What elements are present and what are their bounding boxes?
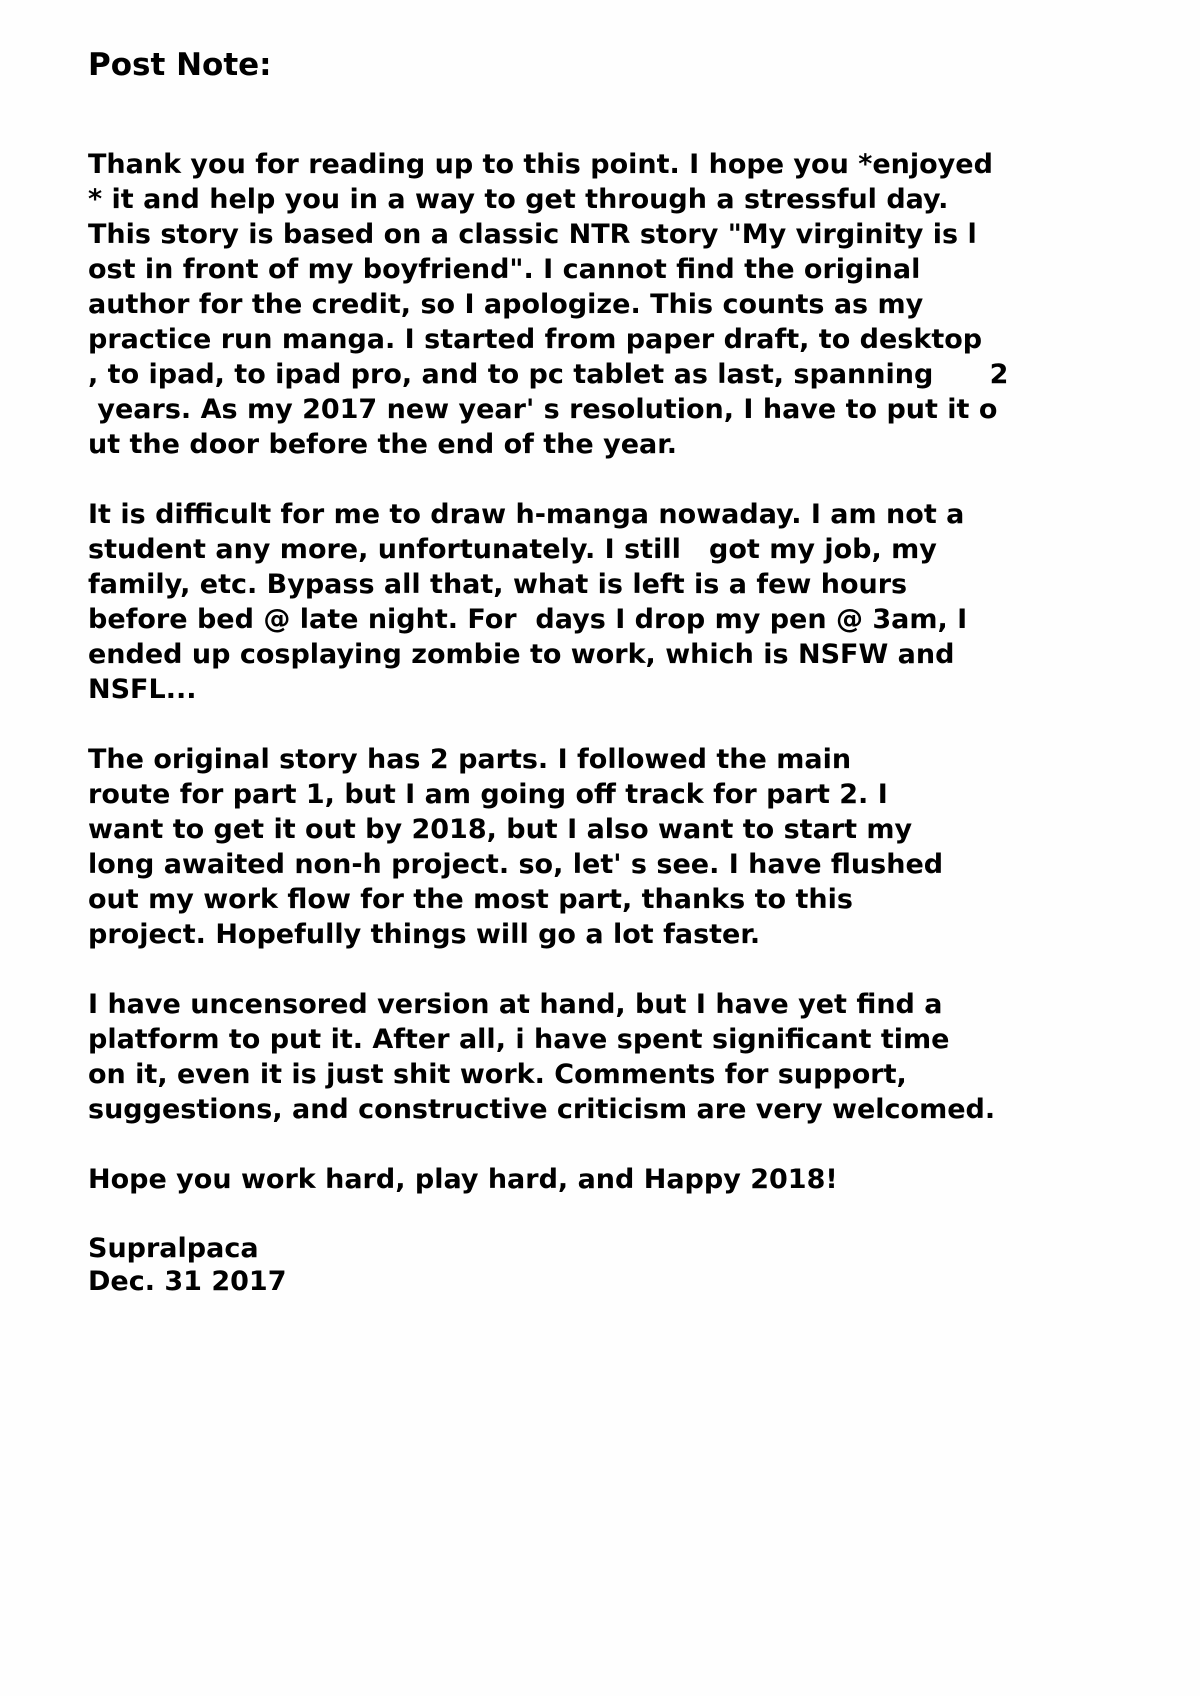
text-line: on it, even it is just shit work. Comments for support, [88,1059,907,1090]
paragraph [88,497,1130,707]
paragraph [88,147,1130,462]
text-line: family, etc. Bypass all that, what is left is a few hours [88,569,908,600]
text-line: platform to put it. After all, i have spent significant time [88,1024,950,1055]
text-line: * it and help you in a way to get through a stressful day. [88,184,949,215]
text-line: suggestions, and constructive criticism are very welcomed. [88,1094,996,1125]
text-line: Thank you for reading up to this point. I hope you *enjoyed [88,149,993,180]
signature-block [88,1232,1130,1298]
paragraph [88,987,1130,1127]
text-line: The original story has 2 parts. I followed the main [88,744,852,775]
text-line: long awaited non-h project. so, let' s see. I have flushed [88,849,944,880]
text-line: author for the credit, so I apologize. This counts as my [88,289,924,320]
text-line: Hope you work hard, play hard, and Happy 2018! [88,1164,838,1195]
paragraph [88,742,1130,952]
text-line: years. As my 2017 new year' s resolution, I have to put it o [88,394,998,425]
text-line: It is difficult for me to draw h-manga nowaday. I am not a [88,499,965,530]
page-title: Post Note: [88,47,272,83]
text-line: practice run manga. I started from paper draft, to desktop [88,324,983,355]
document-body [88,147,1130,1298]
text-line: ended up cosplaying zombie to work, which is NSFW and [88,639,955,670]
text-line: project. Hopefully things will go a lot faster. [88,919,761,950]
text-line: This story is based on a classic NTR story "My virginity is l [88,219,977,250]
text-line: student any more, unfortunately. I still got my job, my [88,534,937,565]
text-line: , to ipad, to ipad pro, and to pc tablet as last, spanning 2 [88,359,1009,390]
text-line: out my work flow for the most part, thanks to this [88,884,853,915]
text-line: route for part 1, but I am going off track for part 2. I [88,779,888,810]
text-line: Supralpaca [88,1233,259,1264]
paragraph [88,1162,1130,1197]
text-line: NSFL... [88,674,197,705]
text-line: before bed @ late night. For days I drop my pen @ 3am, I [88,604,968,635]
text-line: ut the door before the end of the year. [88,429,677,460]
text-line: want to get it out by 2018, but I also want to start my [88,814,913,845]
text-line: I have uncensored version at hand, but I have yet find a [88,989,943,1020]
text-line: ost in front of my boyfriend". I cannot find the original [88,254,921,285]
text-line: Dec. 31 2017 [88,1266,287,1297]
